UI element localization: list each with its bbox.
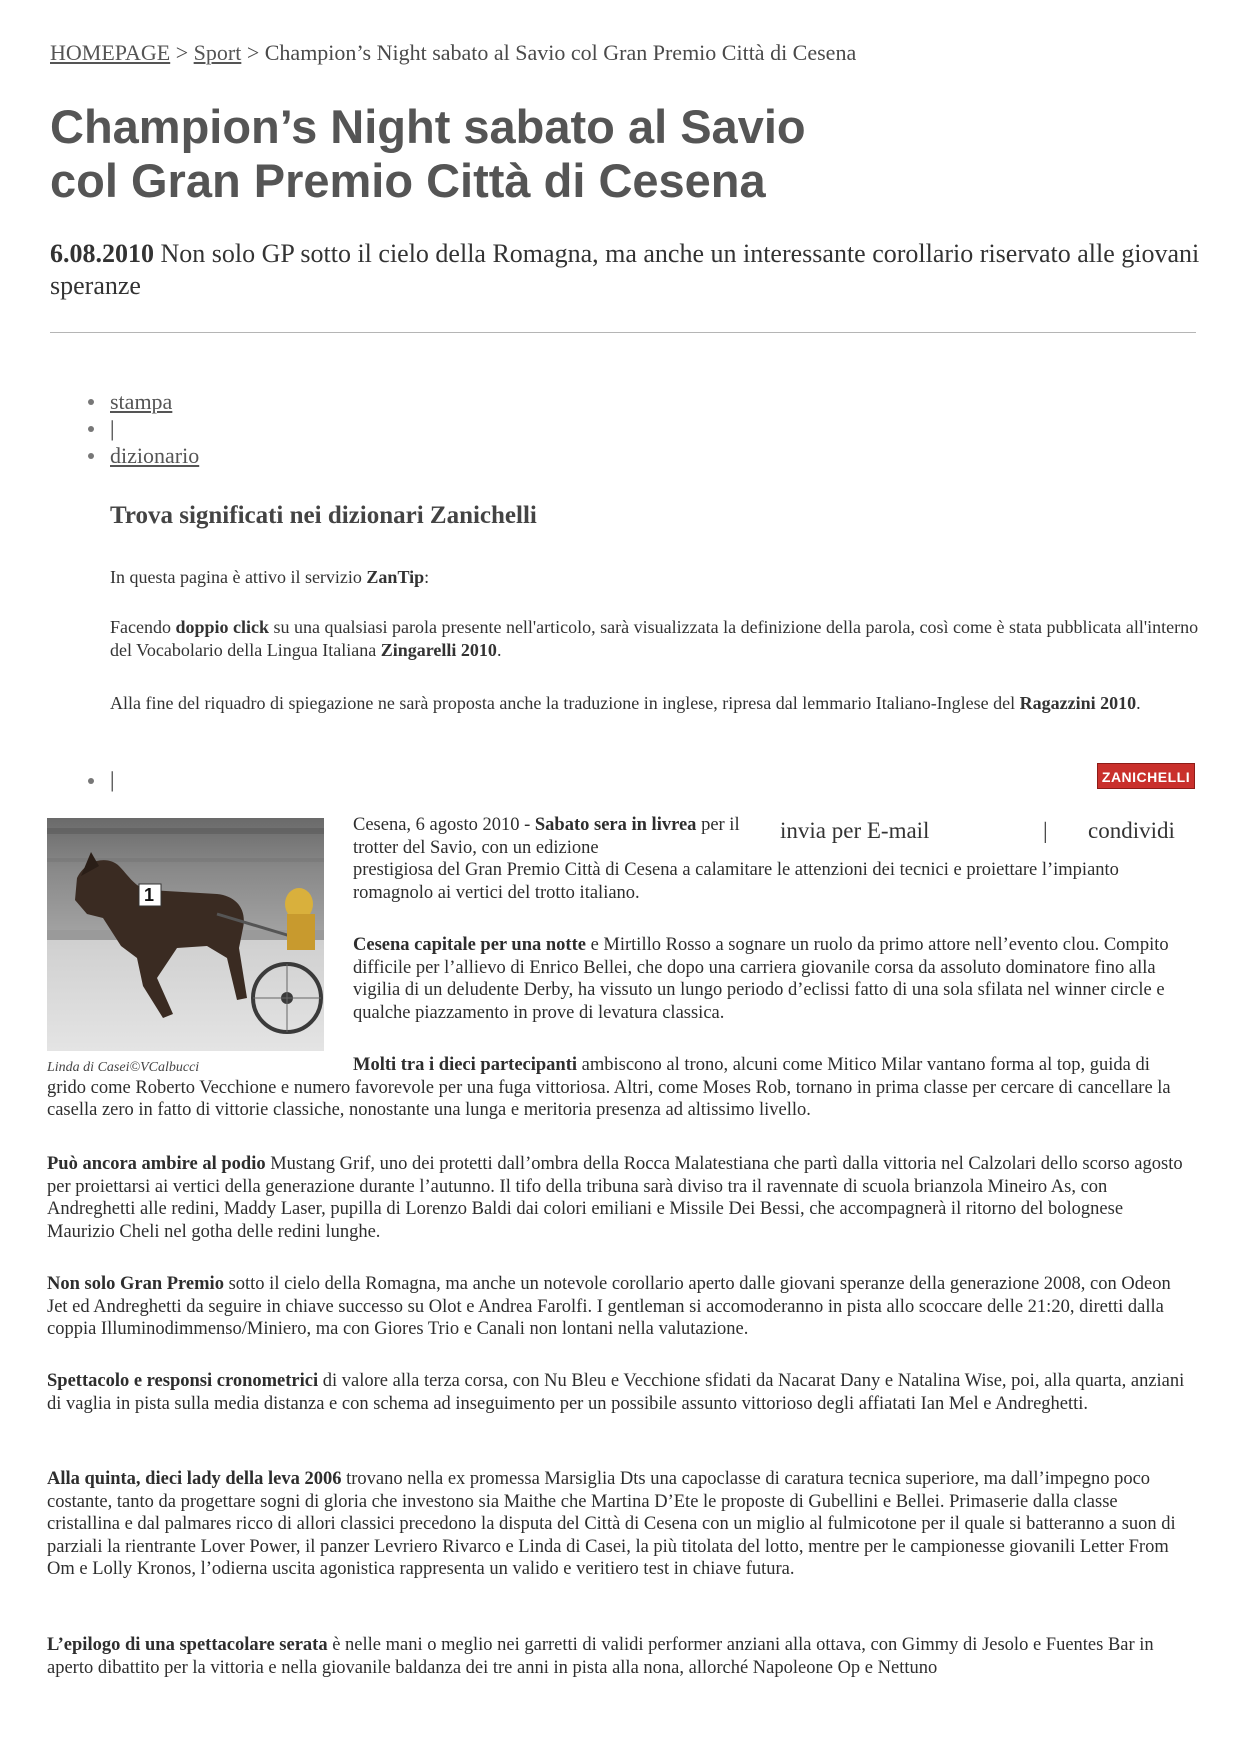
article-title-line-2: col Gran Premio Città di Cesena <box>50 154 766 207</box>
breadcrumb-home-link[interactable]: HOMEPAGE <box>50 40 171 65</box>
article-photo <box>47 818 324 1051</box>
bullet-icon <box>88 426 94 432</box>
text-bold: doppio click <box>175 617 270 637</box>
text-span: . <box>496 640 502 660</box>
article-paragraph-5 <box>47 1273 1192 1341</box>
text-span: trovano nella ex promessa Marsiglia Dts una capoclasse di caratura tecnica superiore, ma dall’impegno poco costante, tanto da progettare sogni di gloria che investono sia Maithe che Martina D’Ete le proposte di Gubellini e Bellei. Primaserie dalla classe cristallina e dal palmares ricco di allori classici precedono la disputa del Città di Cesena con un miglio al fulmicotone per il quale si batteranno a suon di parziali la rientrante Lover Power, il panzer Levriero Rivarco e Linda di Casei, la più titolata del lotto, mentre per le campionesse giovanili Letter From Om e Lolly Kronos, l’odierna uscita agonistica rappresenta un valido e veritiero test in chiave futura. <box>47 1469 1176 1579</box>
zanichelli-paragraph <box>110 692 1200 715</box>
article-paragraph-3 <box>47 1054 1192 1122</box>
text-bold: Zingarelli 2010 <box>380 640 497 660</box>
text-span: sotto il cielo della Romagna, ma anche un notevole corollario aperto dalle giovani speranze della generazione 2008, con Odeon Jet ed Andreghetti da seguire in chiave successo su Olot e Andrea Farolfi. I gentleman si accomoderanno in pista allo scoccare delle 21:20, diretti dalla coppia Illuminodimmenso/Miniero, ma con Giores Trio e Canali non lontani nella valutazione. <box>47 1274 1171 1339</box>
share-separator: | <box>1043 818 1048 843</box>
text-span: Cesena, 6 agosto 2010 - <box>353 815 535 835</box>
email-link[interactable]: invia per E-mail <box>780 818 930 843</box>
text-span: è nelle mani o meglio nei garretti di validi performer anziani alla ottava, con Gimmy di Jesolo e Fuentes Bar in aperto dibattito per la vittoria e nella giovanile baldanza dei tre anni in pista alla nona, allorché Napoleone Op e Nettuno <box>47 1635 1154 1678</box>
text-bold: Sabato sera in livrea <box>534 815 697 835</box>
article-title <box>50 100 1150 208</box>
article-paragraph-1-start <box>353 814 763 859</box>
text-bold: Non solo Gran Premio <box>47 1274 224 1294</box>
zanichelli-logo[interactable]: ZANICHELLI <box>1097 763 1195 789</box>
article-lead <box>50 238 1200 302</box>
text-bold: Ragazzini 2010 <box>1019 693 1137 713</box>
text-bold: Cesena capitale per una notte <box>353 935 586 955</box>
bullet-icon <box>88 778 94 784</box>
zanichelli-paragraph <box>110 616 1200 662</box>
breadcrumb <box>50 40 856 66</box>
text-bold: Molti tra i dieci partecipanti <box>353 1055 578 1075</box>
article-paragraph-8 <box>47 1634 1192 1679</box>
dizionario-link[interactable]: dizionario <box>110 443 200 468</box>
text-span: su una qualsiasi parola presente nell'articolo, sarà visualizzata la definizione della parola, così come è stata pubblicata all'interno del Vocabolario della Lingua Italiana <box>110 617 1199 660</box>
zanichelli-box <box>110 500 1200 713</box>
article-paragraph-6 <box>47 1370 1192 1415</box>
stampa-link[interactable]: stampa <box>110 389 173 414</box>
tool-separator: | <box>110 767 115 792</box>
breadcrumb-separator: > <box>241 40 265 65</box>
tool-separator: | <box>110 416 115 441</box>
article-tools <box>88 388 199 469</box>
breadcrumb-current: Champion’s Night sabato al Savio col Gran Premio Città di Cesena <box>264 40 857 65</box>
text-bold: Alla quinta, dieci lady della leva 2006 <box>47 1469 342 1489</box>
text-span: Mustang Grif, uno dei protetti dall’ombra della Rocca Malatestiana che partì dalla vittoria nel Calzolari dello scorso agosto per proiettarsi ai vertici della generazione durante l’autunno. Il tifo della tribuna sarà diviso tra il ravennate di scuola brianzola Mineiro As, con Andreghetti alle redini, Maddy Laser, pupilla di Lorenzo Baldi dai colori emiliani e Missile Dei Bessi, che accompagnerà il ritorno del bolognese Maurizio Cheli nel gotha delle redini lunghe. <box>47 1154 1183 1242</box>
article-paragraph-4 <box>47 1153 1192 1243</box>
text-span: e Mirtillo Rosso a sognare un ruolo da primo attore nell’evento clou. Compito difficile per l’allievo di Enrico Bellei, che dopo una carriera giovanile corsa da assoluto dominatore fino alla vigilia di un deludente Derby, ha vissuto un lungo periodo d’eclissi fatto di una sola sfilata nel winner circle e qualche piazzamento in prove di levatura classica. <box>353 935 1169 1023</box>
article-paragraph-2 <box>353 934 1183 1024</box>
text-span: Alla fine del riquadro di spiegazione ne sarà proposta anche la traduzione in inglese, ripresa dal lemmario Italiano-Inglese del <box>110 693 1020 713</box>
horse-photo-image <box>47 818 324 1051</box>
text-span: ambiscono al trono, alcuni come Mitico Milar vantano forma al top, guida di grido come Roberto Vecchione e numero favorevole per una fuga vittoriosa. Altri, come Moses Rob, tornano in prima classe per cercare di cancellare la casella zero in fatto di vittorie classiche, nonostante una lunga e meritoria presenza ad altissimo livello. <box>47 1055 1171 1120</box>
share-link[interactable]: condividi <box>1088 818 1175 843</box>
text-span: per il trotter del Savio, con un edizione <box>353 815 740 858</box>
tool-item-separator <box>88 415 199 442</box>
tool-item-stampa <box>88 388 199 415</box>
bullet-icon <box>88 399 94 405</box>
text-span: Facendo <box>110 617 176 637</box>
photo-caption: Linda di Casei©VCalbucci <box>47 1060 200 1075</box>
text-bold: Spettacolo e responsi cronometrici <box>47 1371 319 1391</box>
zanichelli-title: Trova significati nei dizionari Zanichelli <box>110 502 537 529</box>
breadcrumb-separator: > <box>170 40 194 65</box>
zantip-label: ZanTip <box>366 567 425 587</box>
article-paragraph-7 <box>47 1468 1192 1581</box>
lead-date: 6.08.2010 <box>50 239 154 268</box>
article-title-line-1: Champion’s Night sabato al Savio <box>50 100 806 153</box>
text-bold: Può ancora ambire al podio <box>47 1154 266 1174</box>
breadcrumb-sport-link[interactable]: Sport <box>193 40 242 65</box>
zanichelli-paragraph <box>110 566 1200 589</box>
text-span: di valore alla terza corsa, con Nu Bleu e Vecchione sfidati da Nacarat Dany e Natalina Wise, poi, alla quarta, anziani di vaglia in pista sulla media distanza e con schema ad inseguimento per un possibile assunto vittorioso degli affiatati Ian Mel e Andreghetti. <box>47 1371 1185 1414</box>
tool-item-dizionario <box>88 442 199 469</box>
text-span: . <box>1136 693 1141 713</box>
text-span: In questa pagina è attivo il servizio <box>110 567 367 587</box>
article-paragraph-1-end: prestigiosa del Gran Premio Città di Cesena a calamitare le attenzioni dei tecnici e proiettare l’impianto romagnolo ai vertici del trotto italiano. <box>353 860 1119 903</box>
text-bold: L’epilogo di una spettacolare serata <box>47 1635 328 1655</box>
saddle-number: 1 <box>144 885 155 905</box>
divider <box>50 332 1196 333</box>
lead-text: Non solo GP sotto il cielo della Romagna, ma anche un interessante corollario riservato alle giovani speranze <box>50 239 1200 300</box>
bullet-icon <box>88 453 94 459</box>
text-span: : <box>424 567 430 587</box>
